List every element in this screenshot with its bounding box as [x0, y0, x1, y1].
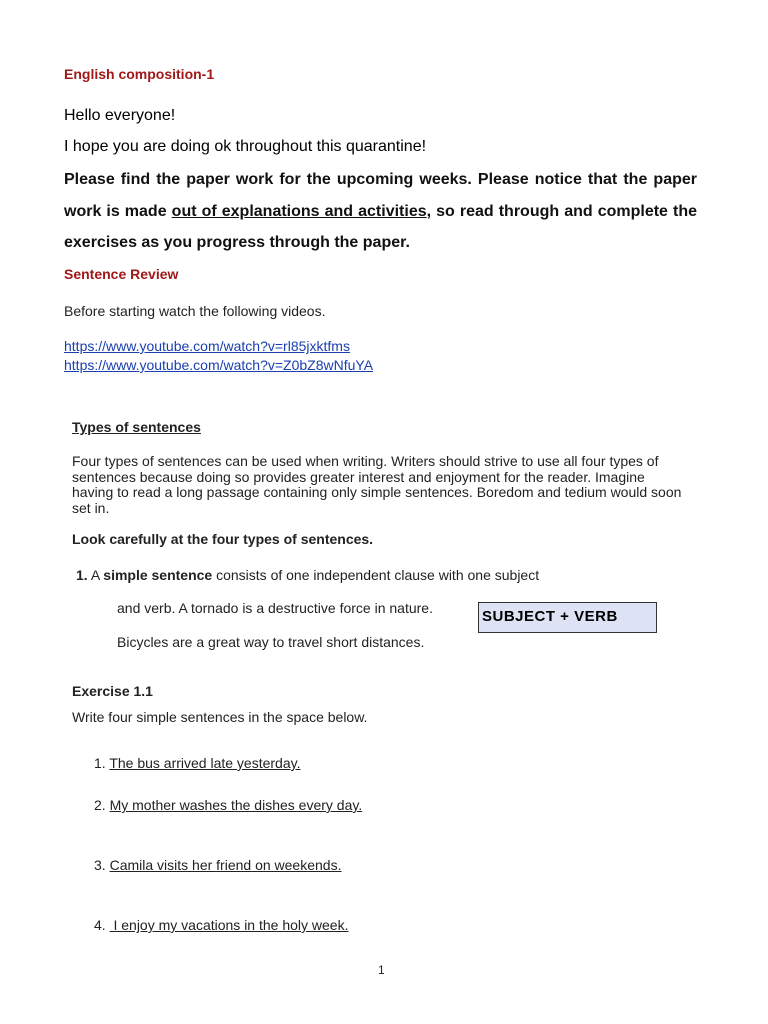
- look-heading: Look carefully at the four types of sentences.: [72, 531, 374, 547]
- answer-text: I enjoy my vacations in the holy week.: [109, 917, 349, 933]
- document-title: English composition-1: [64, 66, 215, 82]
- instructions-underlined: out of explanations and activities: [171, 202, 427, 220]
- subject-verb-box: SUBJECT + VERB: [478, 602, 657, 633]
- greeting: Hello everyone!: [64, 107, 176, 124]
- answer-text: Camila visits her friend on weekends.: [109, 857, 342, 873]
- types-heading: Types of sentences: [72, 419, 201, 435]
- video-link-1[interactable]: https://www.youtube.com/watch?v=rl85jxktfms: [64, 338, 350, 354]
- answer-text: The bus arrived late yesterday.: [109, 755, 301, 771]
- page-number: 1: [378, 963, 385, 977]
- item-1-line-3: Bicycles are a great way to travel short distances.: [117, 634, 425, 650]
- exercise-instruction: Write four simple sentences in the space below.: [72, 709, 368, 725]
- answer-4: [94, 917, 348, 933]
- answer-number: 4.: [94, 917, 110, 933]
- answer-text: My mother washes the dishes every day.: [109, 797, 363, 813]
- answer-3: [94, 857, 341, 873]
- answer-2: [94, 797, 362, 813]
- section-heading: Sentence Review: [64, 266, 179, 282]
- item-1-prefix: A: [90, 567, 104, 583]
- instructions-text: Please find the paper work for the upcoming weeks. Please notice that the paper work is made: [64, 171, 697, 220]
- answer-number: 1.: [94, 755, 110, 771]
- answer-number: 2.: [94, 797, 110, 813]
- instructions-paragraph: [64, 164, 697, 259]
- item-1-line: [76, 567, 539, 583]
- item-1-term: simple sentence: [103, 567, 213, 583]
- item-1-rest: consists of one independent clause with one subject: [212, 567, 540, 583]
- instructions-text-end: , so read through and complete the exercises as you progress through the paper.: [64, 202, 697, 251]
- answer-1: [94, 755, 300, 771]
- item-1-line-2: and verb. A tornado is a destructive force in nature.: [117, 600, 433, 616]
- types-paragraph: Four types of sentences can be used when writing. Writers should strive to use all four types of sentences because doing so provides greater interest and enjoyment for the reader. Imagine having to read a long passage containing only simple sentences. Boredom and tedium would soon set in.: [72, 453, 682, 516]
- answer-number: 3.: [94, 857, 110, 873]
- item-1-number: 1.: [76, 567, 88, 583]
- video-link-2[interactable]: https://www.youtube.com/watch?v=Z0bZ8wNfuYA: [64, 357, 374, 373]
- hope-line: I hope you are doing ok throughout this quarantine!: [64, 138, 427, 155]
- videos-intro: Before starting watch the following videos.: [64, 303, 326, 319]
- exercise-heading: Exercise 1.1: [72, 683, 153, 699]
